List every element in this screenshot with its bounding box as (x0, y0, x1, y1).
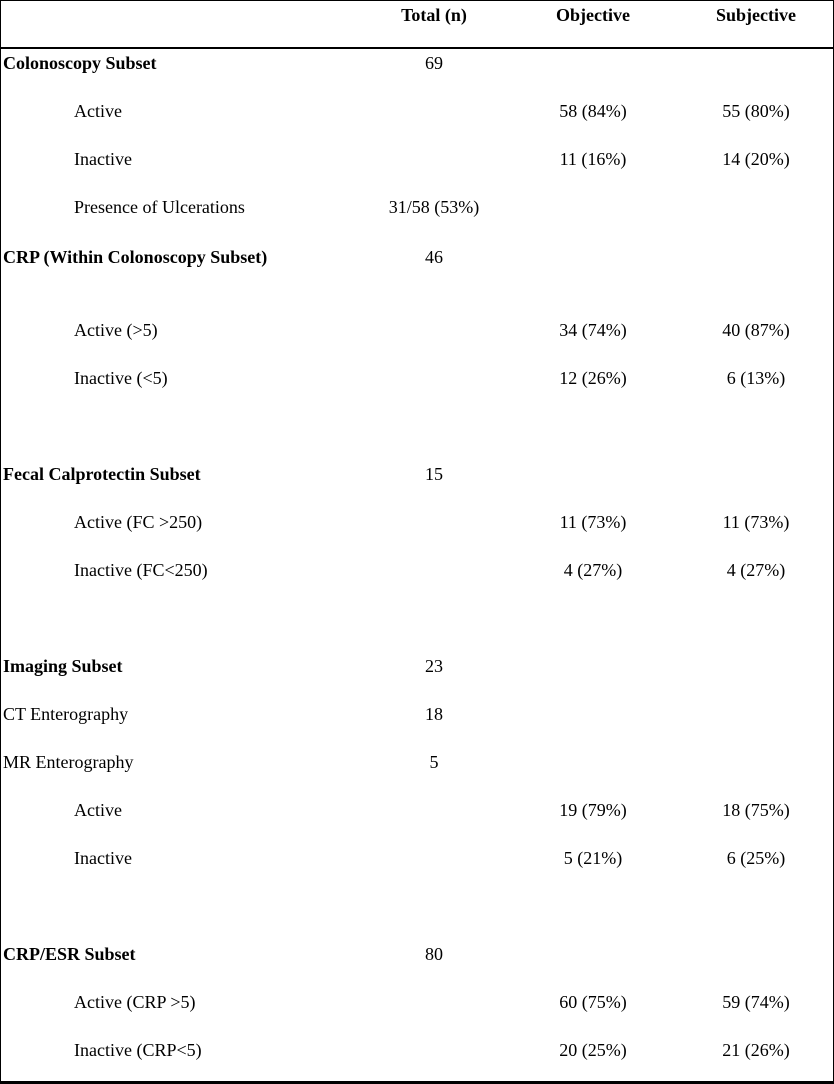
cell-subjective: 59 (74%) (722, 992, 790, 1012)
cell-total: 18 (425, 704, 443, 724)
cell-total: 69 (425, 53, 443, 73)
table-row (1, 463, 833, 485)
row-label: Presence of Ulcerations (74, 197, 245, 217)
cell-subjective: 6 (13%) (726, 368, 786, 388)
cell-objective: 11 (16%) (559, 149, 627, 169)
row-label: CRP (Within Colonoscopy Subset) (3, 247, 268, 267)
row-label: Imaging Subset (3, 656, 123, 676)
cell-total: 23 (425, 656, 443, 676)
cell-total: 46 (425, 247, 443, 267)
row-label: Active (>5) (74, 320, 158, 340)
row-label: MR Enterography (3, 752, 134, 772)
cell-objective: 34 (74%) (559, 320, 627, 340)
cell-total: 80 (425, 944, 443, 964)
table-row (1, 703, 833, 725)
table-row (1, 148, 833, 170)
table-header (1, 1, 833, 49)
table-row (1, 100, 833, 122)
header-objective: Objective (556, 5, 630, 25)
cell-subjective: 55 (80%) (722, 101, 790, 121)
cell-total: 15 (425, 464, 443, 484)
table-row (1, 367, 833, 389)
table-row (1, 991, 833, 1013)
cell-total: 5 (429, 752, 439, 772)
bottom-rule (1, 1081, 833, 1083)
row-label: Fecal Calprotectin Subset (3, 464, 201, 484)
cell-subjective: 14 (20%) (722, 149, 790, 169)
table-row (1, 559, 833, 581)
table-row (1, 655, 833, 677)
row-label: Inactive (74, 848, 132, 868)
header-total: Total (n) (401, 5, 467, 25)
cell-subjective: 21 (26%) (722, 1040, 790, 1060)
cell-subjective: 6 (25%) (726, 848, 786, 868)
table-row (1, 246, 833, 268)
cell-objective: 58 (84%) (559, 101, 627, 121)
table-row (1, 847, 833, 869)
row-label: Colonoscopy Subset (3, 53, 157, 73)
row-label: Active (CRP >5) (74, 992, 196, 1012)
table-row (1, 943, 833, 965)
table-row (1, 319, 833, 341)
cell-objective: 5 (21%) (563, 848, 623, 868)
cell-subjective: 18 (75%) (722, 800, 790, 820)
row-label: Active (74, 101, 122, 121)
row-label: CT Enterography (3, 704, 129, 724)
table-row (1, 1039, 833, 1061)
cell-objective: 12 (26%) (559, 368, 627, 388)
header-subjective: Subjective (716, 5, 796, 25)
cell-objective: 11 (73%) (559, 512, 627, 532)
row-label: Inactive (FC<250) (74, 560, 208, 580)
cell-objective: 4 (27%) (563, 560, 623, 580)
table-row (1, 52, 833, 74)
cell-objective: 20 (25%) (559, 1040, 627, 1060)
cell-subjective: 11 (73%) (722, 512, 790, 532)
table-row (1, 196, 833, 218)
cell-total: 31/58 (53%) (388, 197, 480, 217)
table-row (1, 511, 833, 533)
cell-objective: 60 (75%) (559, 992, 627, 1012)
table-row (1, 799, 833, 821)
row-label: Active (74, 800, 122, 820)
row-label: Active (FC >250) (74, 512, 203, 532)
row-label: Inactive (74, 149, 132, 169)
cell-subjective: 40 (87%) (722, 320, 790, 340)
row-label: Inactive (CRP<5) (74, 1040, 202, 1060)
cell-subjective: 4 (27%) (726, 560, 786, 580)
table-row (1, 751, 833, 773)
cell-objective: 19 (79%) (559, 800, 627, 820)
row-label: CRP/ESR Subset (3, 944, 136, 964)
row-label: Inactive (<5) (74, 368, 168, 388)
